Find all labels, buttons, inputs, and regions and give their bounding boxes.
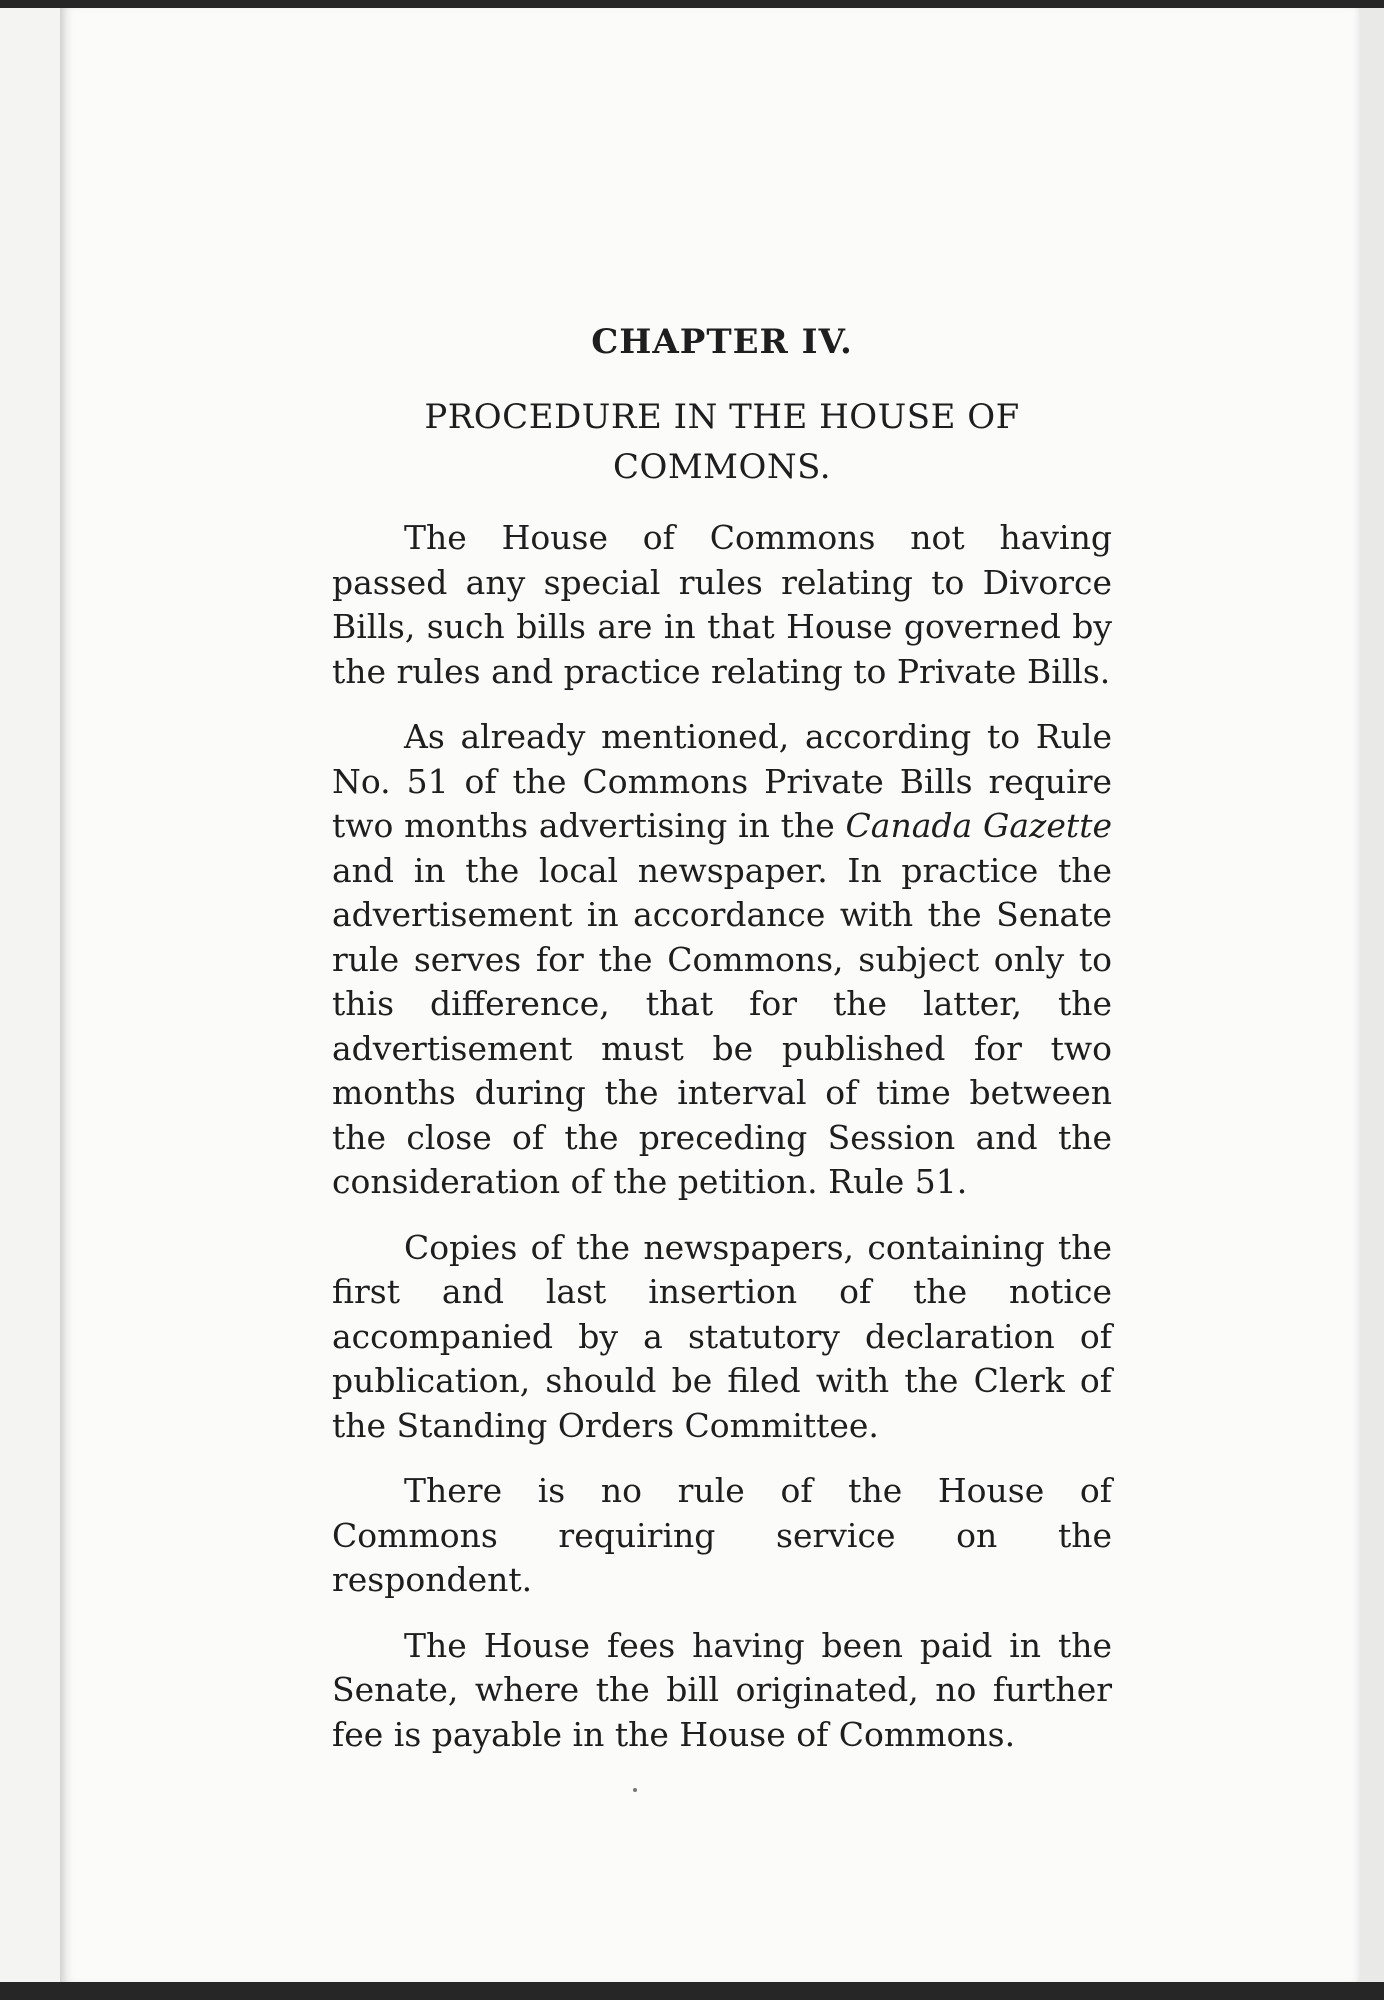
paragraph-2-italic: Canada Gazette <box>845 806 1112 845</box>
chapter-heading: CHAPTER IV. <box>591 322 853 362</box>
paragraph-2 <box>332 715 1112 1205</box>
chapter-title <box>332 392 1112 492</box>
paragraph-4: There is no rule of the House of Commons requiring service on the respondent. <box>332 1471 1112 1599</box>
page-speck <box>633 1788 637 1792</box>
paragraph-2-text-a: As already mentioned, according to Rule No. 51 of the Commons Private Bills require two months advertising in the <box>332 717 1112 845</box>
paragraph-3: Copies of the newspapers, containing the first and last insertion of the notice accompanied by a statutory declaration of publication, should be filed with the Clerk of the Standing Orders Committee. <box>332 1227 1112 1445</box>
paragraph-2-text-b: and in the local newspaper. In practice the advertisement in accordance with the Senate rule serves for the Commons, subject only to this difference, that for the latter, the advertisement must be published for two months during the interval of time between the close of the preceding Session and the consideration of the petition. Rule 51. <box>332 850 1112 1201</box>
right-page-edge <box>1360 8 1384 1982</box>
chapter-title-line-2: COMMONS. <box>612 447 832 487</box>
paragraph-1: The House of Commons not having passed any special rules relating to Divorce Bills, such bills are in that House governed by the rules and practice relating to Private Bills. <box>332 518 1112 691</box>
paragraph-5: The House fees having been paid in the Senate, where the bill originated, no further fee is payable in the House of Commons. <box>332 1625 1112 1754</box>
chapter-title-line-1: PROCEDURE IN THE HOUSE OF <box>424 397 1020 437</box>
left-binding-margin <box>0 8 63 1982</box>
page-text <box>332 320 1112 1778</box>
